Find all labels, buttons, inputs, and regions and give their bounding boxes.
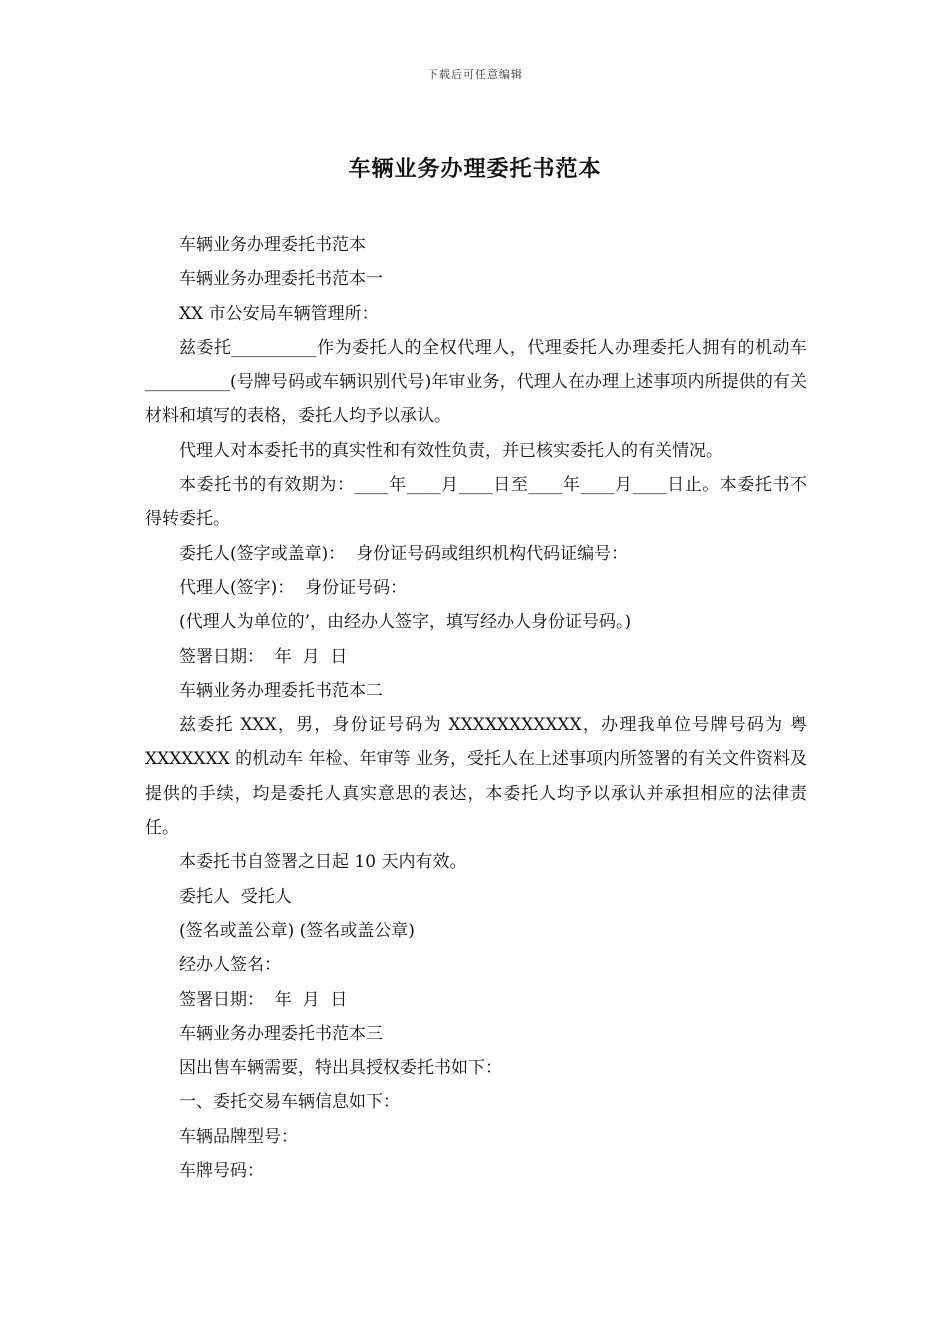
paragraph: 代理人对本委托书的真实性和有效性负责，并已核实委托人的有关情况。 xyxy=(179,440,723,461)
paragraph: 一、委托交易车辆信息如下： xyxy=(179,1092,400,1113)
document-body xyxy=(145,228,813,1188)
paragraph: 车辆业务办理委托书范本三 xyxy=(179,1023,383,1044)
header-note: 下载后可任意编辑 xyxy=(427,68,523,81)
paragraph: 委托人(签字或盖章)： 身份证号码或组织机构代码证编号： xyxy=(179,543,629,564)
paragraph: 委托人 受托人 xyxy=(179,886,292,907)
paragraph: 代理人(签字)： 身份证号码： xyxy=(179,577,408,598)
paragraph: 本委托书的有效期为：____年____月____日至____年____月____日止。本委托书不得转委托。 xyxy=(145,475,807,530)
paragraph: (代理人为单位的’，由经办人签字，填写经办人身份证号码。) xyxy=(179,612,632,633)
paragraph: 兹委托__________作为委托人的全权代理人，代理委托人办理委托人拥有的机动车__________(号牌号码或车辆识别代号)年审业务，代理人在办理上述事项内所提供的有关材料和填写的表格，委托人均予以承认。 xyxy=(145,337,807,427)
paragraph: 车辆品牌型号： xyxy=(179,1126,298,1147)
paragraph: 签署日期： 年 月 日 xyxy=(179,646,348,667)
paragraph: 因出售车辆需要，特出具授权委托书如下： xyxy=(179,1058,502,1079)
paragraph: 车辆业务办理委托书范本一 xyxy=(179,269,383,290)
paragraph: 兹委托 XXX，男，身份证号码为 XXXXXXXXXXX，办理我单位号牌号码为 粤 XXXXXXX 的机动车 年检、年审等 业务，受托人在上述事项内所签署的有关文件资料及提供的手续，均是委托人真实意思的表达，本委托人均予以承认并承担相应的法律责任。 xyxy=(145,715,813,839)
paragraph: 经办人签名： xyxy=(179,955,281,976)
paragraph: (签名或盖公章) (签名或盖公章) xyxy=(179,920,415,941)
document-title: 车辆业务办理委托书范本 xyxy=(348,156,602,182)
paragraph: 本委托书自签署之日起 10 天内有效。 xyxy=(179,852,467,873)
paragraph: 车辆业务办理委托书范本 xyxy=(179,235,366,255)
paragraph: XX 市公安局车辆管理所： xyxy=(179,303,379,324)
paragraph: 车牌号码： xyxy=(179,1161,264,1182)
paragraph: 车辆业务办理委托书范本二 xyxy=(179,680,383,701)
paragraph: 签署日期： 年 月 日 xyxy=(179,989,348,1010)
